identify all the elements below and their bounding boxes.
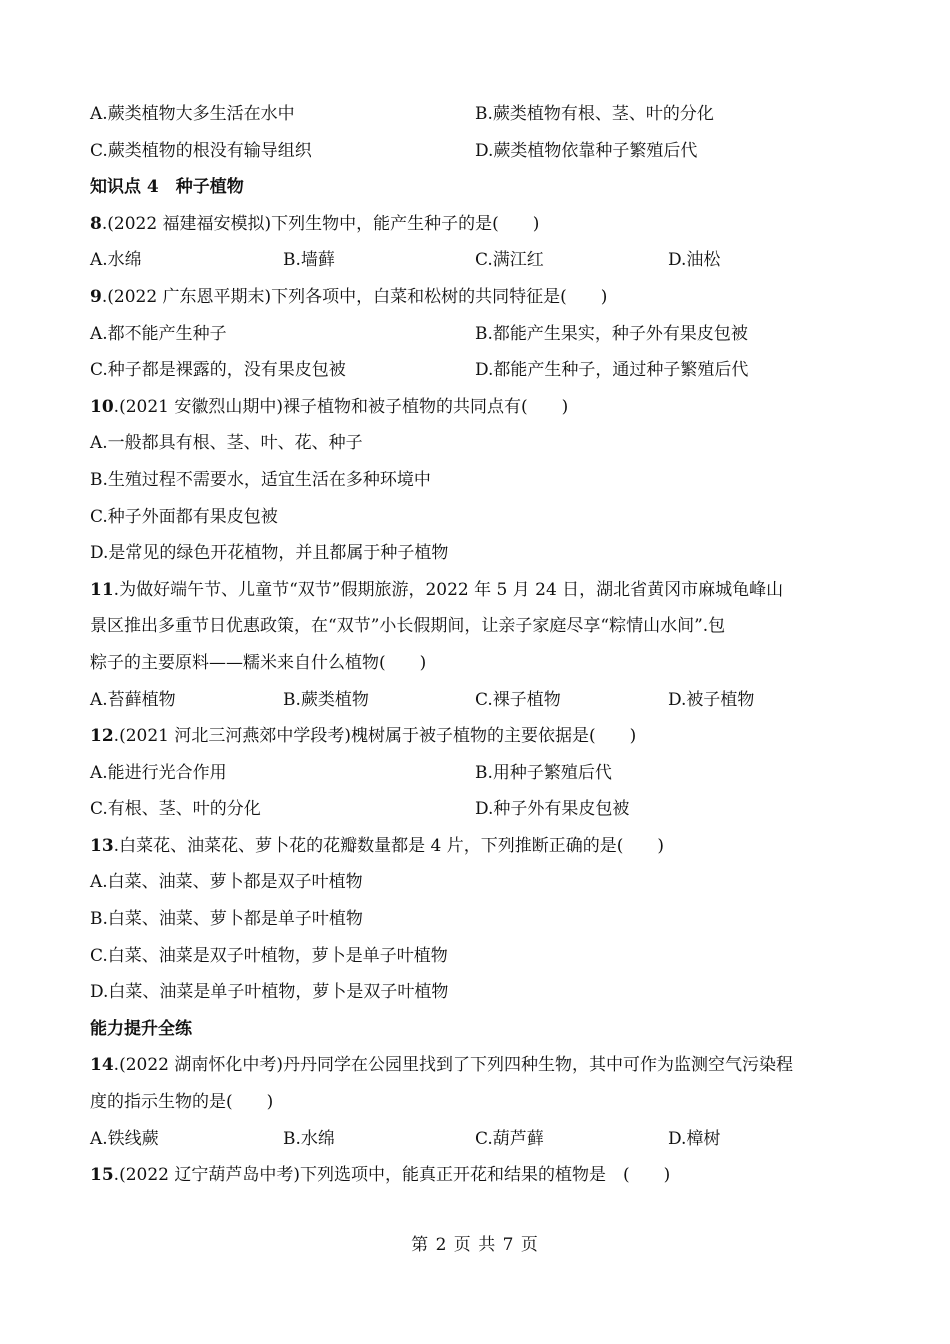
q7-options-row-2 [90,133,870,170]
q14-options [90,1121,870,1158]
question-11-line-2: 景区推出多重节日优惠政策，在“双节”小长假期间，让亲子家庭尽享“粽情山水间”.包 [90,616,726,637]
question-number: 10 [90,396,114,417]
q13-option-b: B.白菜、油菜、萝卜都是单子叶植物 [90,909,363,930]
q9-options-row-1 [90,316,870,353]
q10-option-d: D.是常见的绿色开花植物，并且都属于种子植物 [90,543,449,564]
q12-option-d: D.种子外有果皮包被 [475,799,630,820]
question-14-line-1 [90,1047,870,1084]
q12-option-c: C.有根、茎、叶的分化 [90,799,261,820]
question-text: .白菜花、油菜花、萝卜花的花瓣数量都是 4 片，下列推断正确的是( ) [113,835,664,856]
q10-option-a: A.一般都具有根、茎、叶、花、种子 [90,433,363,454]
document-page [90,96,870,1194]
q14-option-c: C.葫芦藓 [475,1128,544,1149]
q10-option-b: B.生殖过程不需要水，适宜生活在多种环境中 [90,469,431,490]
q12-option-b: B.用种子繁殖后代 [475,762,612,783]
q11-option-b: B.蕨类植物 [283,689,369,710]
q12-options-row-2 [90,791,870,828]
question-text: .为做好端午节、儿童节“双节”假期旅游，2022 年 5 月 24 日，湖北省黄冈市麻城龟峰山 [113,579,784,600]
q7-option-d: D.蕨类植物依靠种子繁殖后代 [475,140,698,161]
question-number: 15 [90,1165,114,1186]
question-12 [90,718,870,755]
q14-option-d: D.樟树 [668,1128,721,1149]
q8-options [90,242,870,279]
q14-option-a: A.铁线蕨 [90,1128,159,1149]
question-text: .(2021 河北三河燕郊中学段考)槐树属于被子植物的主要依据是( ) [113,726,637,747]
q11-options [90,682,870,719]
q9-option-d: D.都能产生种子，通过种子繁殖后代 [475,360,749,381]
question-text: .(2022 辽宁葫芦岛中考)下列选项中，能真正开花和结果的植物是 ( ) [113,1165,671,1186]
question-text: .(2022 湖南怀化中考)丹丹同学在公园里找到了下列四种生物，其中可作为监测空气污染程 [113,1055,794,1076]
question-10 [90,389,870,426]
q7-options-row-1 [90,96,870,133]
q13-option-d: D.白菜、油菜是单子叶植物，萝卜是双子叶植物 [90,982,449,1003]
q11-option-a: A.苔藓植物 [90,689,176,710]
q9-option-b: B.都能产生果实，种子外有果皮包被 [475,323,748,344]
q13-option-a: A.白菜、油菜、萝卜都是双子叶植物 [90,872,363,893]
q7-option-c: C.蕨类植物的根没有输导组织 [90,140,312,161]
q12-option-a: A.能进行光合作用 [90,762,227,783]
question-13 [90,828,870,865]
q8-option-d: D.油松 [668,250,721,271]
question-number: 12 [90,726,114,747]
question-number: 9 [90,286,102,307]
question-15 [90,1157,870,1194]
question-text: .(2021 安徽烈山期中)裸子植物和被子植物的共同点有( ) [113,396,569,417]
question-11-line-1 [90,572,870,609]
question-text: .(2022 福建福安模拟)下列生物中，能产生种子的是( ) [101,213,540,234]
question-number: 8 [90,213,102,234]
q10-option-c: C.种子外面都有果皮包被 [90,506,278,527]
question-number: 14 [90,1055,114,1076]
q13-option-c: C.白菜、油菜是双子叶植物，萝卜是单子叶植物 [90,945,448,966]
q9-options-row-2 [90,352,870,389]
q9-option-a: A.都不能产生种子 [90,323,227,344]
question-number: 11 [90,579,114,600]
question-14-line-2: 度的指示生物的是( ) [90,1092,274,1113]
q11-option-d: D.被子植物 [668,689,755,710]
section-heading-ability: 能力提升全练 [90,1018,192,1039]
q7-option-b: B.蕨类植物有根、茎、叶的分化 [475,104,714,124]
question-number: 13 [90,835,114,856]
question-text: .(2022 广东恩平期末)下列各项中，白菜和松树的共同特征是( ) [101,286,608,307]
question-8 [90,206,870,243]
question-9 [90,279,870,316]
q8-option-b: B.墙藓 [283,250,335,271]
page-footer: 第 2 页 共 7 页 [411,1235,539,1255]
q11-option-c: C.裸子植物 [475,689,561,710]
question-11-line-3: 粽子的主要原料——糯米来自什么植物( ) [90,652,427,673]
q9-option-c: C.种子都是裸露的，没有果皮包被 [90,360,346,381]
q7-option-a: A.蕨类植物大多生活在水中 [90,104,295,124]
q12-options-row-1 [90,755,870,792]
q8-option-c: C.满江红 [475,250,544,271]
section-heading-seed-plants: 知识点 4 种子植物 [90,177,244,198]
q14-option-b: B.水绵 [283,1128,335,1149]
q8-option-a: A.水绵 [90,250,142,271]
